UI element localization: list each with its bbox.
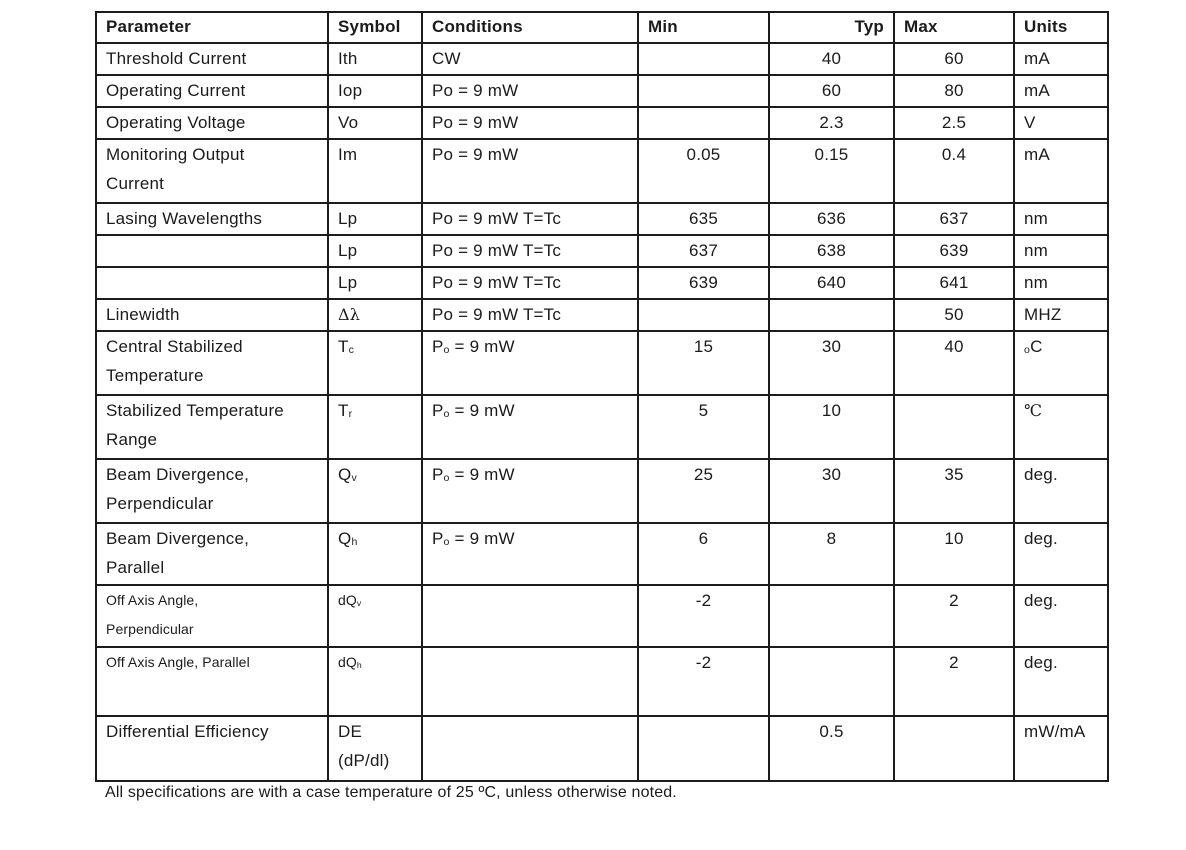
cell-units: nm bbox=[1014, 235, 1108, 267]
cell-parameter: Operating Voltage bbox=[96, 107, 328, 139]
cell-max: 639 bbox=[894, 235, 1014, 267]
cell-units: deg. bbox=[1014, 647, 1108, 716]
cell-typ: 2.3 bbox=[769, 107, 894, 139]
cell-parameter: Threshold Current bbox=[96, 43, 328, 75]
cell-parameter: Linewidth bbox=[96, 299, 328, 331]
cell-min bbox=[638, 75, 769, 107]
subscript: o bbox=[443, 472, 450, 485]
cell-min: 0.05 bbox=[638, 139, 769, 203]
cell-min: 637 bbox=[638, 235, 769, 267]
cell-min: 25 bbox=[638, 459, 769, 523]
spec-table bbox=[95, 11, 1109, 782]
cell-min: 6 bbox=[638, 523, 769, 585]
cell-symbol: dQh bbox=[328, 647, 422, 716]
cell-min: -2 bbox=[638, 647, 769, 716]
table-row bbox=[96, 331, 1108, 395]
cell-typ: 30 bbox=[769, 459, 894, 523]
cell-max: 60 bbox=[894, 43, 1014, 75]
subscript: v bbox=[356, 597, 362, 608]
subscript: o bbox=[443, 344, 450, 357]
cell-parameter: Off Axis Angle, Parallel bbox=[96, 647, 328, 716]
table-row bbox=[96, 647, 1108, 716]
cell-min: 635 bbox=[638, 203, 769, 235]
cell-typ: 0.5 bbox=[769, 716, 894, 781]
table-row bbox=[96, 203, 1108, 235]
table-row bbox=[96, 523, 1108, 585]
cell-max: 2 bbox=[894, 647, 1014, 716]
cell-typ bbox=[769, 647, 894, 716]
cell-max bbox=[894, 716, 1014, 781]
table-row bbox=[96, 716, 1108, 781]
cell-symbol: dQv bbox=[328, 585, 422, 647]
cell-conditions: Po = 9 mW bbox=[422, 459, 638, 523]
cell-symbol: Qh bbox=[328, 523, 422, 585]
cell-units: V bbox=[1014, 107, 1108, 139]
cell-symbol: Vo bbox=[328, 107, 422, 139]
cell-conditions bbox=[422, 716, 638, 781]
cell-symbol: Ith bbox=[328, 43, 422, 75]
header-row bbox=[96, 12, 1108, 43]
cell-typ: 638 bbox=[769, 235, 894, 267]
cell-max: 50 bbox=[894, 299, 1014, 331]
subscript: o bbox=[1024, 344, 1031, 357]
table-row bbox=[96, 139, 1108, 203]
cell-conditions: Po = 9 mW T=Tc bbox=[422, 235, 638, 267]
cell-max: 10 bbox=[894, 523, 1014, 585]
cell-min bbox=[638, 43, 769, 75]
cell-units: deg. bbox=[1014, 523, 1108, 585]
cell-parameter: Central Stabilized Temperature bbox=[96, 331, 328, 395]
cell-symbol: Lp bbox=[328, 203, 422, 235]
cell-conditions bbox=[422, 647, 638, 716]
cell-typ: 10 bbox=[769, 395, 894, 459]
cell-min: -2 bbox=[638, 585, 769, 647]
cell-min bbox=[638, 299, 769, 331]
cell-units: MHZ bbox=[1014, 299, 1108, 331]
table-row bbox=[96, 43, 1108, 75]
cell-min bbox=[638, 716, 769, 781]
col-header-typ: Typ bbox=[769, 12, 894, 43]
col-header-symbol: Symbol bbox=[328, 12, 422, 43]
cell-min: 5 bbox=[638, 395, 769, 459]
cell-typ: 40 bbox=[769, 43, 894, 75]
cell-max: 2 bbox=[894, 585, 1014, 647]
cell-conditions: Po = 9 mW bbox=[422, 75, 638, 107]
subscript: h bbox=[351, 536, 358, 549]
subscript: c bbox=[348, 344, 355, 357]
cell-units: deg. bbox=[1014, 585, 1108, 647]
subscript: h bbox=[356, 659, 362, 670]
col-header-conditions: Conditions bbox=[422, 12, 638, 43]
cell-conditions: Po = 9 mW T=Tc bbox=[422, 203, 638, 235]
cell-units: mA bbox=[1014, 43, 1108, 75]
cell-typ bbox=[769, 299, 894, 331]
cell-parameter bbox=[96, 267, 328, 299]
cell-conditions: Po = 9 mW T=Tc bbox=[422, 267, 638, 299]
cell-parameter: Beam Divergence, Parallel bbox=[96, 523, 328, 585]
table-row bbox=[96, 299, 1108, 331]
subscript: o bbox=[443, 408, 450, 421]
cell-conditions: Po = 9 mW bbox=[422, 523, 638, 585]
cell-max: 2.5 bbox=[894, 107, 1014, 139]
cell-symbol: Qv bbox=[328, 459, 422, 523]
table-row bbox=[96, 75, 1108, 107]
table-row bbox=[96, 459, 1108, 523]
cell-units: mA bbox=[1014, 75, 1108, 107]
cell-typ bbox=[769, 585, 894, 647]
cell-min bbox=[638, 107, 769, 139]
cell-symbol: Lp bbox=[328, 267, 422, 299]
cell-symbol: Tc bbox=[328, 331, 422, 395]
cell-max: 641 bbox=[894, 267, 1014, 299]
cell-parameter: Monitoring Output Current bbox=[96, 139, 328, 203]
cell-units: mA bbox=[1014, 139, 1108, 203]
cell-symbol: Iop bbox=[328, 75, 422, 107]
cell-parameter: Stabilized Temperature Range bbox=[96, 395, 328, 459]
cell-conditions: CW bbox=[422, 43, 638, 75]
col-header-parameter: Parameter bbox=[96, 12, 328, 43]
table-row bbox=[96, 585, 1108, 647]
cell-parameter: Off Axis Angle, Perpendicular bbox=[96, 585, 328, 647]
cell-min: 639 bbox=[638, 267, 769, 299]
cell-typ: 8 bbox=[769, 523, 894, 585]
cell-units: deg. bbox=[1014, 459, 1108, 523]
cell-min: 15 bbox=[638, 331, 769, 395]
cell-symbol: Im bbox=[328, 139, 422, 203]
cell-typ: 60 bbox=[769, 75, 894, 107]
col-header-min: Min bbox=[638, 12, 769, 43]
cell-conditions: Po = 9 mW bbox=[422, 331, 638, 395]
table-row bbox=[96, 107, 1108, 139]
cell-max bbox=[894, 395, 1014, 459]
cell-max: 40 bbox=[894, 331, 1014, 395]
cell-symbol: Δλ bbox=[328, 299, 422, 331]
cell-parameter: Differential Efficiency bbox=[96, 716, 328, 781]
cell-conditions: Po = 9 mW bbox=[422, 139, 638, 203]
col-header-max: Max bbox=[894, 12, 1014, 43]
cell-parameter: Operating Current bbox=[96, 75, 328, 107]
cell-units: mW/mA bbox=[1014, 716, 1108, 781]
cell-parameter bbox=[96, 235, 328, 267]
cell-conditions: Po = 9 mW bbox=[422, 107, 638, 139]
col-header-units: Units bbox=[1014, 12, 1108, 43]
cell-max: 80 bbox=[894, 75, 1014, 107]
table-row bbox=[96, 267, 1108, 299]
cell-symbol: Tr bbox=[328, 395, 422, 459]
cell-symbol: Lp bbox=[328, 235, 422, 267]
cell-conditions: Po = 9 mW T=Tc bbox=[422, 299, 638, 331]
table-row bbox=[96, 235, 1108, 267]
subscript: r bbox=[348, 408, 353, 421]
cell-conditions bbox=[422, 585, 638, 647]
cell-units: oC bbox=[1014, 331, 1108, 395]
table-row bbox=[96, 395, 1108, 459]
cell-typ: 0.15 bbox=[769, 139, 894, 203]
cell-typ: 640 bbox=[769, 267, 894, 299]
cell-parameter: Lasing Wavelengths bbox=[96, 203, 328, 235]
cell-typ: 30 bbox=[769, 331, 894, 395]
cell-max: 637 bbox=[894, 203, 1014, 235]
cell-symbol: DE (dP/dl) bbox=[328, 716, 422, 781]
cell-units: ℃ bbox=[1014, 395, 1108, 459]
subscript: v bbox=[351, 472, 357, 485]
footnote: All specifications are with a case temperature of 25 ºC, unless otherwise noted. bbox=[105, 784, 677, 801]
cell-max: 35 bbox=[894, 459, 1014, 523]
cell-units: nm bbox=[1014, 203, 1108, 235]
cell-typ: 636 bbox=[769, 203, 894, 235]
cell-conditions: Po = 9 mW bbox=[422, 395, 638, 459]
cell-parameter: Beam Divergence, Perpendicular bbox=[96, 459, 328, 523]
subscript: o bbox=[443, 536, 450, 549]
cell-max: 0.4 bbox=[894, 139, 1014, 203]
cell-units: nm bbox=[1014, 267, 1108, 299]
